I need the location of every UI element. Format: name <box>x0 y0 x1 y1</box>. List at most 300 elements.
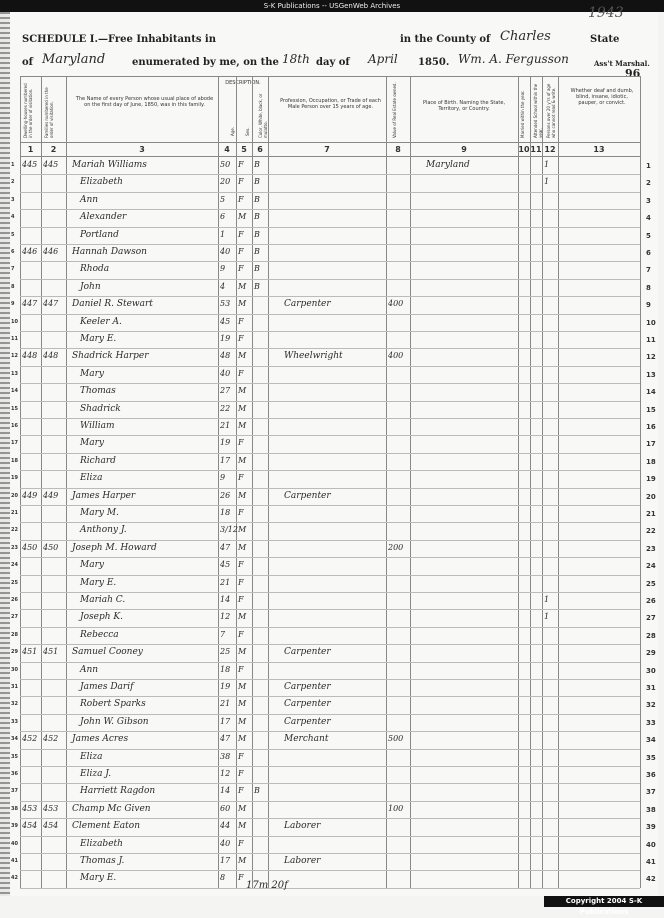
cell-color: B <box>254 281 260 291</box>
cell-age: 12 <box>220 769 231 778</box>
row-rule <box>20 314 640 315</box>
cell-name: Ann <box>80 194 99 205</box>
cell-name: Richard <box>80 455 116 466</box>
cell-age: 17 <box>220 856 231 865</box>
cell-name: Champ Mc Given <box>72 803 151 814</box>
cell-name: Mariah Williams <box>72 160 147 170</box>
cell-name: Elizabeth <box>80 177 123 188</box>
cell-sex: M <box>238 856 247 865</box>
year-label: 1850. <box>418 57 450 68</box>
left-line-number: 42 <box>11 875 18 882</box>
line-number: 20 <box>646 492 656 501</box>
row-rule <box>20 296 640 297</box>
cell-age: 21 <box>220 699 231 709</box>
cell-sex: F <box>238 334 244 343</box>
line-number: 30 <box>646 666 656 675</box>
cell-name: Joseph M. Howard <box>72 542 157 553</box>
cell-name: Elizabeth <box>80 838 123 849</box>
row-rule <box>20 435 640 436</box>
header-description: DESCRIPTION. <box>225 80 261 86</box>
row-rule <box>20 279 640 280</box>
left-line-number: 9 <box>11 301 15 308</box>
left-line-number: 27 <box>11 614 18 621</box>
line-number: 27 <box>646 614 656 623</box>
day-label: day of <box>316 57 350 68</box>
cell-name: James Acres <box>72 734 129 745</box>
row-rule <box>20 505 640 506</box>
cell-sex: M <box>238 612 247 622</box>
cell-age: 5 <box>220 194 226 204</box>
left-line-number: 40 <box>11 840 18 847</box>
left-line-number: 29 <box>11 649 18 656</box>
line-number: 7 <box>646 266 651 275</box>
table-top-rule <box>20 76 640 77</box>
cell-name: Clement Eaton <box>72 821 140 832</box>
cell-name: Ann <box>80 664 99 675</box>
cell-mark: 1 <box>544 177 550 187</box>
cell-sex: F <box>238 508 244 517</box>
column-number: 6 <box>257 145 263 154</box>
cell-age: 47 <box>220 542 231 552</box>
header-col2: Families numbered in the order of visitation. <box>44 87 54 138</box>
cell-occ: Carpenter <box>284 699 331 710</box>
binding-edge <box>0 12 10 896</box>
column-number: 3 <box>139 145 145 154</box>
cell-age: 12 <box>220 612 231 622</box>
cell-occ: Laborer <box>284 821 321 832</box>
cell-age: 40 <box>220 247 231 256</box>
cell-dw: 452 <box>22 734 38 744</box>
colnum-bottom-rule <box>20 156 640 157</box>
line-number: 33 <box>646 718 656 727</box>
cell-sex: M <box>238 421 247 430</box>
left-line-number: 4 <box>11 214 15 221</box>
column-number: 7 <box>324 145 330 154</box>
left-line-number: 11 <box>11 336 18 342</box>
column-number: 5 <box>241 145 247 154</box>
line-number: 19 <box>646 475 656 484</box>
row-rule <box>20 644 640 645</box>
header-col5: Sex. <box>245 127 250 136</box>
cell-fam: 453 <box>43 803 59 813</box>
cell-age: 25 <box>220 647 231 657</box>
cell-val: 200 <box>388 542 404 552</box>
left-line-number: 20 <box>11 492 18 499</box>
cell-sex: F <box>238 595 244 604</box>
cell-age: 19 <box>220 334 231 343</box>
cell-name: Daniel R. Stewart <box>72 299 153 310</box>
header-col9: Place of Birth. Naming the State, Territory, or Country. <box>422 100 506 112</box>
left-line-number: 24 <box>11 562 18 569</box>
cell-age: 45 <box>220 560 231 570</box>
of-label: of <box>22 57 33 68</box>
left-line-number: 17 <box>11 440 18 447</box>
left-line-number: 15 <box>11 405 18 412</box>
cell-fam: 449 <box>43 490 59 500</box>
cell-name: Thomas J. <box>80 856 125 866</box>
cell-sex: F <box>238 473 244 483</box>
cell-sex: F <box>238 664 244 674</box>
cell-name: Shadrick <box>80 403 121 414</box>
column-number: 9 <box>461 145 467 154</box>
cell-mark: 1 <box>544 595 550 604</box>
line-number: 9 <box>646 301 651 310</box>
left-line-number: 1 <box>11 162 15 168</box>
line-number: 40 <box>646 840 656 849</box>
cell-age: 44 <box>220 821 231 831</box>
cell-sex: M <box>238 299 247 309</box>
header-col3: The Name of every Person whose usual place of abode on the first day of June, 1850, was in this family. <box>75 96 214 108</box>
line-number: 8 <box>646 283 651 292</box>
header-col11: Attended School within the year. <box>533 83 543 138</box>
line-number: 38 <box>646 805 656 814</box>
line-number: 4 <box>646 214 651 223</box>
left-line-number: 25 <box>11 579 18 586</box>
cell-name: John <box>80 281 101 292</box>
cell-name: Harriett Ragdon <box>80 786 156 797</box>
column-number: 8 <box>395 145 401 154</box>
row-rule <box>20 418 640 419</box>
cell-occ: Carpenter <box>284 716 331 727</box>
cell-sex: M <box>238 525 247 535</box>
cell-color: B <box>254 177 260 187</box>
month-value: April <box>368 52 398 66</box>
cell-sex: M <box>238 281 247 291</box>
cell-sex: M <box>238 716 247 726</box>
cell-name: Rebecca <box>80 629 119 640</box>
cell-name: Robert Sparks <box>80 699 146 710</box>
cell-sex: M <box>238 490 247 500</box>
cell-occ: Laborer <box>284 856 321 866</box>
cell-name: Eliza <box>80 473 103 484</box>
header-col13: Whether deaf and dumb, blind, insane, idiotic, pauper, or convict. <box>570 88 634 106</box>
cell-dw: 451 <box>22 647 38 657</box>
row-rule <box>20 261 640 262</box>
cell-age: 19 <box>220 682 231 691</box>
cell-age: 9 <box>220 264 226 274</box>
left-line-number: 28 <box>11 631 18 638</box>
header-col12: Persons over 20 y'rs of age who cannot read & write. <box>546 83 556 138</box>
cell-dw: 449 <box>22 490 38 500</box>
line-number: 32 <box>646 701 656 710</box>
line-number: 42 <box>646 875 656 884</box>
header-bottom-rule <box>20 142 640 143</box>
cell-age: 4 <box>220 281 226 291</box>
header-col8: Value of Real Estate owned. <box>392 82 397 138</box>
cell-sex: F <box>238 438 244 448</box>
cell-sex: F <box>238 264 244 274</box>
marshal-value: Wm. A. Fergusson <box>458 52 569 66</box>
cell-sex: F <box>238 629 244 639</box>
cell-name: Eliza <box>80 751 103 762</box>
line-number: 5 <box>646 231 651 240</box>
cell-color: B <box>254 786 260 796</box>
line-number: 31 <box>646 684 656 692</box>
line-number: 10 <box>646 318 656 327</box>
day-value: 18th <box>282 52 310 66</box>
cell-sex: F <box>238 229 244 239</box>
header-col10: Married within the year. <box>520 90 525 138</box>
cell-sex: M <box>238 647 247 657</box>
left-line-number: 32 <box>11 701 18 708</box>
row-rule <box>20 609 640 610</box>
row-rule <box>20 696 640 697</box>
cell-age: 18 <box>220 664 231 674</box>
cell-birth: Maryland <box>426 160 470 170</box>
cell-sex: F <box>238 177 244 187</box>
line-number: 28 <box>646 631 656 640</box>
line-number: 35 <box>646 753 656 762</box>
header-col6: Color, White, black, or mulatto. <box>258 93 268 138</box>
cell-color: B <box>254 194 260 204</box>
row-rule <box>20 366 640 367</box>
cell-dw: 454 <box>22 821 38 831</box>
cell-dw: 453 <box>22 803 38 813</box>
cell-age: 3/12 <box>220 525 238 535</box>
cell-fam: 454 <box>43 821 59 831</box>
line-number: 21 <box>646 510 656 518</box>
left-line-number: 23 <box>11 544 18 551</box>
cell-dw: 448 <box>22 351 38 361</box>
cell-name: Shadrick Harper <box>72 351 149 362</box>
cell-fam: 445 <box>43 160 59 169</box>
column-number: 1 <box>27 145 34 154</box>
column-number: 11 <box>530 145 542 154</box>
left-line-number: 30 <box>11 666 18 673</box>
cell-name: James Darif <box>80 682 134 692</box>
row-rule <box>20 383 640 384</box>
row-rule <box>20 662 640 663</box>
left-line-number: 5 <box>11 231 15 238</box>
left-line-number: 19 <box>11 475 18 482</box>
left-line-number: 34 <box>11 736 18 743</box>
row-rule <box>20 522 640 523</box>
cell-sex: F <box>238 769 244 778</box>
cell-name: Keeler A. <box>80 316 122 327</box>
cell-dw: 450 <box>22 542 38 552</box>
left-line-number: 7 <box>11 266 15 273</box>
cell-age: 40 <box>220 838 231 848</box>
cell-age: 1 <box>220 229 226 239</box>
cell-age: 47 <box>220 734 231 744</box>
row-rule <box>20 627 640 628</box>
row-rule <box>20 401 640 402</box>
cell-name: Mary <box>80 368 104 379</box>
left-line-number: 38 <box>11 805 18 812</box>
left-line-number: 33 <box>11 718 18 725</box>
row-rule <box>20 557 640 558</box>
header-col1: Dwelling-houses numbered in the order of visitation. <box>23 83 33 138</box>
cell-age: 19 <box>220 438 231 448</box>
left-line-number: 37 <box>11 788 18 795</box>
cell-dw: 447 <box>22 299 38 309</box>
archive-banner: S-K Publications -- USGenWeb Archives <box>0 0 664 12</box>
marshal-label: Ass't Marshal. <box>594 59 650 68</box>
line-number: 23 <box>646 544 656 553</box>
row-rule <box>20 575 640 576</box>
cell-age: 26 <box>220 490 231 500</box>
cell-sex: F <box>238 751 244 761</box>
left-line-number: 31 <box>11 684 18 690</box>
cell-age: 6 <box>220 212 226 222</box>
row-rule <box>20 818 640 819</box>
line-number: 25 <box>646 579 656 588</box>
left-line-number: 39 <box>11 823 18 830</box>
line-number: 2 <box>646 179 651 188</box>
column-number: 12 <box>544 145 556 154</box>
row-rule <box>20 453 640 454</box>
cell-mark: 1 <box>544 160 550 169</box>
cell-name: Mary E. <box>80 334 117 344</box>
cell-sex: F <box>238 838 244 848</box>
left-line-number: 2 <box>11 179 15 186</box>
row-rule <box>20 801 640 802</box>
row-rule <box>20 714 640 715</box>
line-number: 24 <box>646 562 656 571</box>
cell-age: 22 <box>220 403 231 413</box>
line-number: 3 <box>646 196 651 205</box>
row-rule <box>20 488 640 489</box>
cell-age: 18 <box>220 508 231 517</box>
cell-color: B <box>254 160 260 169</box>
line-number: 39 <box>646 823 656 832</box>
row-rule <box>20 783 640 784</box>
column-number: 10 <box>518 145 530 154</box>
enumerated-label: enumerated by me, on the <box>132 57 279 68</box>
line-number: 14 <box>646 388 656 397</box>
cell-age: 17 <box>220 455 231 465</box>
row-rule <box>20 227 640 228</box>
cell-sex: M <box>238 386 247 396</box>
state-label: State <box>590 34 620 45</box>
line-number: 41 <box>646 858 656 866</box>
row-rule <box>20 192 640 193</box>
line-number: 18 <box>646 457 656 466</box>
left-line-number: 16 <box>11 423 18 429</box>
cell-name: William <box>80 421 115 431</box>
cell-sex: F <box>238 786 244 796</box>
cell-occ: Carpenter <box>284 647 331 658</box>
cell-age: 40 <box>220 368 231 378</box>
cell-age: 14 <box>220 595 231 604</box>
line-number: 6 <box>646 249 651 257</box>
row-rule <box>20 749 640 750</box>
cell-name: Mary <box>80 438 104 449</box>
cell-sex: F <box>238 873 244 883</box>
row-rule <box>20 853 640 854</box>
left-line-number: 14 <box>11 388 18 395</box>
cell-name: Joseph K. <box>80 612 123 623</box>
row-rule <box>20 731 640 732</box>
cell-fam: 451 <box>43 647 59 657</box>
row-rule <box>20 766 640 767</box>
header-col4: Age. <box>230 126 235 136</box>
state-value: Maryland <box>42 52 106 67</box>
cell-age: 53 <box>220 299 231 309</box>
cell-age: 50 <box>220 160 231 169</box>
cell-name: Mary <box>80 560 104 571</box>
cell-occ: Carpenter <box>284 299 331 310</box>
cell-age: 20 <box>220 177 231 187</box>
cell-fam: 450 <box>43 542 59 552</box>
cell-name: Thomas <box>80 386 116 397</box>
row-rule <box>20 870 640 871</box>
line-number: 16 <box>646 423 656 431</box>
cell-name: Mary E. <box>80 577 117 588</box>
cell-name: Mariah C. <box>80 595 126 605</box>
line-number: 12 <box>646 353 656 362</box>
left-line-number: 18 <box>11 457 18 464</box>
row-rule <box>20 209 640 210</box>
line-number: 11 <box>646 336 656 344</box>
left-line-number: 35 <box>11 753 18 760</box>
cell-age: 7 <box>220 629 226 639</box>
line-number: 17 <box>646 440 656 449</box>
row-rule <box>20 174 640 175</box>
cell-val: 400 <box>388 299 404 309</box>
cell-name: Hannah Dawson <box>72 247 147 257</box>
cell-color: B <box>254 229 260 239</box>
cell-dw: 445 <box>22 160 38 169</box>
cell-occ: Carpenter <box>284 490 331 501</box>
cell-fam: 452 <box>43 734 59 744</box>
footer-tally: 17m 20f <box>246 880 288 891</box>
county-value: Charles <box>500 29 551 44</box>
column-rule <box>640 76 641 888</box>
cell-sex: M <box>238 734 247 744</box>
cell-age: 14 <box>220 786 231 796</box>
cell-sex: F <box>238 247 244 256</box>
left-line-number: 10 <box>11 318 18 325</box>
cell-mark: 1 <box>544 612 550 622</box>
line-number: 37 <box>646 788 656 797</box>
cell-sex: M <box>238 699 247 709</box>
cell-sex: F <box>238 368 244 378</box>
cell-sex: M <box>238 212 247 222</box>
cell-val: 400 <box>388 351 404 361</box>
left-line-number: 26 <box>11 597 18 603</box>
left-line-number: 12 <box>11 353 18 360</box>
cell-sex: M <box>238 351 247 361</box>
row-rule <box>20 540 640 541</box>
cell-age: 38 <box>220 751 231 761</box>
cell-name: Alexander <box>80 212 127 223</box>
left-line-number: 22 <box>11 527 18 534</box>
cell-fam: 448 <box>43 351 59 361</box>
cell-dw: 446 <box>22 247 38 256</box>
cell-sex: F <box>238 560 244 570</box>
cell-fam: 446 <box>43 247 59 256</box>
cell-age: 48 <box>220 351 231 361</box>
line-number: 13 <box>646 370 656 379</box>
cell-val: 500 <box>388 734 404 744</box>
cell-age: 60 <box>220 803 231 813</box>
column-number: 13 <box>593 145 605 154</box>
cell-age: 17 <box>220 716 231 726</box>
cell-name: Samuel Cooney <box>72 647 143 658</box>
cell-age: 21 <box>220 421 231 430</box>
page-stamp: 1943 <box>588 5 624 21</box>
cell-name: Eliza J. <box>80 769 112 779</box>
cell-name: Portland <box>80 229 119 240</box>
cell-fam: 447 <box>43 299 59 309</box>
cell-color: B <box>254 247 260 256</box>
line-number: 34 <box>646 736 656 745</box>
left-line-number: 6 <box>11 249 15 255</box>
cell-age: 45 <box>220 316 231 326</box>
cell-age: 21 <box>220 577 231 587</box>
cell-sex: M <box>238 542 247 552</box>
